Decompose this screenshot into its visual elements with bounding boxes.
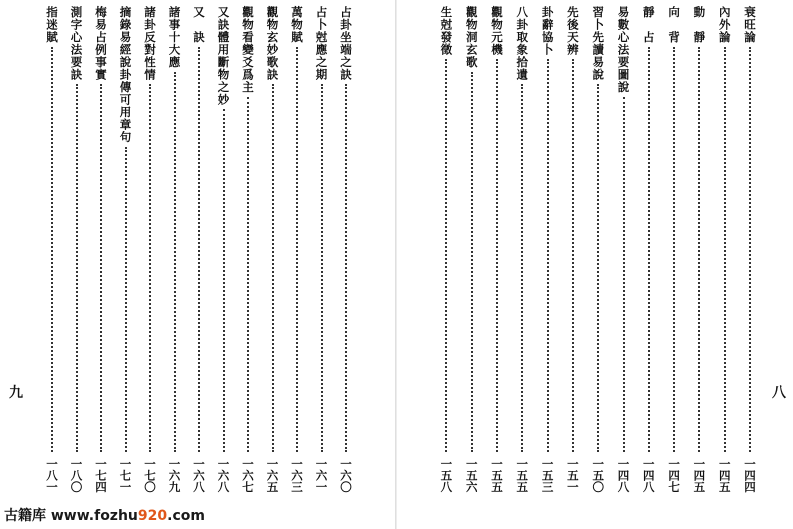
entry-title: 萬物賦	[290, 6, 304, 44]
entry-title: 靜 占	[641, 6, 656, 44]
dot-leader	[445, 59, 447, 452]
toc-entry	[311, 0, 333, 529]
entry-title: 占卦坐端之訣	[339, 6, 353, 81]
entry-page-number: 一六五	[265, 458, 280, 493]
entry-page-number: 一五六	[464, 458, 479, 493]
dot-leader	[749, 47, 751, 452]
toc-entry	[663, 0, 685, 529]
toc-entry	[435, 0, 457, 529]
entry-page-number: 一八一	[45, 458, 59, 493]
entry-title: 測字心法要訣	[69, 6, 84, 81]
dot-leader	[198, 47, 200, 452]
dot-leader	[149, 84, 151, 452]
entry-page-number: 一四四	[743, 458, 757, 493]
dot-leader	[724, 47, 726, 452]
dot-leader	[125, 147, 127, 452]
dot-leader	[247, 97, 249, 452]
entry-title: 觀物洞玄歌	[464, 6, 479, 69]
entry-title: 先後天辨	[565, 6, 580, 56]
watermark-number: 920	[137, 508, 168, 524]
toc-entry	[511, 0, 533, 529]
dot-leader	[547, 59, 549, 452]
entry-page-number: 一六八	[192, 458, 206, 493]
toc-entry	[638, 0, 660, 529]
entry-page-number: 一五五	[490, 458, 504, 493]
dot-leader	[673, 47, 675, 452]
entry-title: 習卜先讀易說	[591, 6, 606, 81]
toc-entry	[461, 0, 483, 529]
dot-leader	[597, 84, 599, 452]
entry-title: 八卦取象拾遺	[515, 6, 530, 81]
dot-leader	[648, 47, 650, 452]
toc-entry	[562, 0, 584, 529]
toc-entry	[739, 0, 761, 529]
toc-entry	[537, 0, 559, 529]
dot-leader	[296, 47, 298, 452]
toc-entry	[714, 0, 736, 529]
entry-title: 摘錄易經說卦傳可用章句	[118, 6, 133, 144]
dot-leader	[272, 84, 274, 452]
dot-leader	[623, 97, 625, 452]
entry-page-number: 一六一	[314, 458, 329, 493]
dot-leader	[76, 84, 78, 452]
folio-left: 九	[9, 385, 23, 401]
entry-title: 觀物看變爻爲主	[241, 6, 255, 94]
dot-leader	[471, 72, 473, 452]
entry-title: 生尅發徵	[439, 6, 454, 56]
dot-leader	[521, 84, 523, 452]
entry-title: 梅易占例事實	[94, 6, 108, 81]
dot-leader	[345, 84, 347, 452]
toc-entry	[213, 0, 235, 529]
entry-page-number: 一六八	[216, 458, 231, 493]
toc-entry	[613, 0, 635, 529]
folio-right: 八	[772, 385, 786, 401]
entry-page-number: 一六〇	[339, 458, 353, 493]
dot-leader	[321, 84, 323, 452]
entry-page-number: 一六七	[241, 458, 255, 493]
dot-leader	[223, 109, 225, 452]
entry-page-number: 一四八	[641, 458, 656, 493]
entry-title: 諸事十大應	[167, 6, 182, 69]
toc-entry	[486, 0, 508, 529]
dot-leader	[698, 47, 700, 452]
toc-entry	[587, 0, 609, 529]
entry-page-number: 一五五	[515, 458, 530, 493]
dot-leader	[51, 47, 53, 452]
toc-entry	[115, 0, 137, 529]
entry-title: 占卜尅應之期	[314, 6, 329, 81]
entry-page-number: 一五三	[540, 458, 555, 493]
toc-entry	[41, 0, 63, 529]
dot-leader	[572, 59, 574, 452]
toc-entry	[286, 0, 308, 529]
entry-page-number: 一六三	[290, 458, 304, 493]
watermark-site: www.fozhu	[50, 508, 138, 524]
entry-page-number: 一四五	[692, 458, 707, 493]
entry-title: 觀物元機	[490, 6, 504, 56]
entry-title: 易數心法要圖說	[616, 6, 631, 94]
entry-page-number: 一五一	[565, 458, 580, 493]
watermark-name: 古籍库	[4, 508, 46, 524]
entry-title: 又 訣	[192, 6, 206, 44]
toc-entry	[262, 0, 284, 529]
entry-title: 觀物玄妙歌訣	[265, 6, 280, 81]
entry-page-number: 一四八	[616, 458, 631, 493]
entry-page-number: 一五八	[439, 458, 454, 493]
toc-entry	[237, 0, 259, 529]
entry-title: 又訣體用斷物之妙	[216, 6, 231, 106]
entry-title: 諸卦反對性情	[143, 6, 157, 81]
entry-page-number: 一七一	[118, 458, 133, 493]
entry-title: 指迷賦	[45, 6, 59, 44]
dot-leader	[100, 84, 102, 452]
toc-entry	[688, 0, 710, 529]
toc-entry	[66, 0, 88, 529]
entry-title: 動 靜	[692, 6, 707, 44]
watermark-tld: .com	[167, 508, 205, 524]
toc-entry	[335, 0, 357, 529]
toc-entry	[139, 0, 161, 529]
dot-leader	[496, 59, 498, 452]
left-page	[0, 0, 396, 529]
toc-entry	[188, 0, 210, 529]
entry-page-number: 一八〇	[69, 458, 84, 493]
entry-title: 向 背	[667, 6, 682, 44]
entry-title: 卦辭協卜	[540, 6, 555, 56]
entry-page-number: 一五〇	[591, 458, 606, 493]
entry-page-number: 一四五	[717, 458, 732, 493]
entry-page-number: 一七四	[94, 458, 108, 493]
toc-entry	[164, 0, 186, 529]
dot-leader	[174, 72, 176, 452]
toc-entry	[90, 0, 112, 529]
entry-page-number: 一七〇	[143, 458, 157, 493]
right-page	[397, 0, 793, 529]
site-watermark	[0, 505, 209, 527]
entry-page-number: 一六九	[167, 458, 182, 493]
entry-title: 衰旺論	[743, 6, 757, 44]
entry-page-number: 一四七	[667, 458, 682, 493]
entry-title: 內外論	[717, 6, 732, 44]
